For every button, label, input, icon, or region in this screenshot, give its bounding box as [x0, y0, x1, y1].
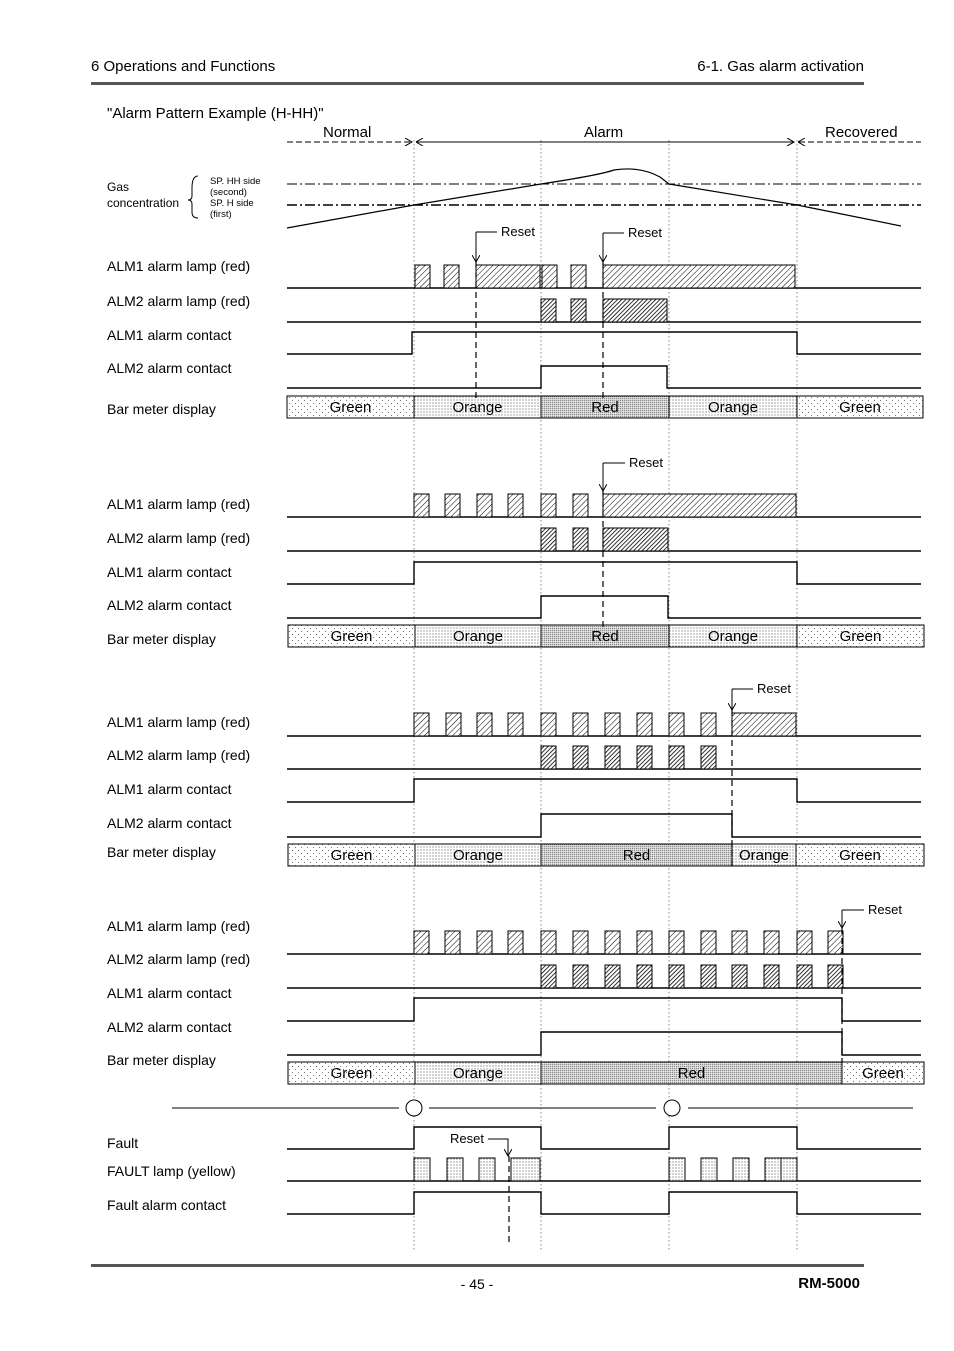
fault-lamp-blink — [447, 1158, 463, 1181]
bar-meter-label-orange: Orange — [452, 399, 503, 416]
fault-lamp-blink — [781, 1158, 797, 1181]
b4-alm1-blink — [797, 931, 812, 954]
gas-label-2: concentration — [107, 196, 180, 210]
b1-alm2-blink — [571, 299, 586, 322]
fault-trace — [287, 1127, 921, 1149]
b3-alm2-blink — [605, 746, 620, 769]
b4-alm1-blink — [701, 931, 716, 954]
b4-alm2-contact-label: ALM2 alarm contact — [107, 1019, 232, 1035]
b4-alm1-blink — [828, 931, 843, 954]
fault-lamp-blink — [669, 1158, 685, 1181]
b1-bar-meter-label: Bar meter display — [107, 401, 216, 417]
b2-alm1-steady — [603, 494, 796, 517]
sp-h-label-2: (first) — [210, 209, 232, 220]
bar-meter-label-red: Red — [622, 847, 651, 864]
b2-alm2-contact-label: ALM2 alarm contact — [107, 597, 232, 613]
b1-alm1-contact-trace — [287, 332, 921, 354]
b4-alm2-blink — [732, 965, 747, 988]
b1-alm2-contact-trace — [287, 366, 921, 388]
bar-meter-label-green: Green — [862, 1065, 904, 1082]
bar-meter-label-red: Red — [591, 399, 619, 416]
bar-meter-label-green: Green — [329, 399, 372, 416]
b1-alm2-steady — [603, 299, 667, 322]
b1-alm2-contact-label: ALM2 alarm contact — [107, 360, 232, 376]
b3-reset: Reset — [757, 681, 791, 696]
b1-alm1-blink — [542, 265, 557, 288]
sp-hh-label-2: (second) — [210, 187, 247, 198]
b2-alm1-blink — [508, 494, 523, 517]
b2-alm2-lamp-label: ALM2 alarm lamp (red) — [107, 530, 251, 546]
fault-lamp-blink — [414, 1158, 430, 1181]
b4-alm2-blink — [764, 965, 779, 988]
gas-concentration-curve — [287, 169, 901, 228]
fault-contact-label: Fault alarm contact — [107, 1197, 227, 1213]
b3-alm2-blink — [541, 746, 556, 769]
bar-meter-label-green: Green — [330, 847, 373, 864]
b3-alm2-lamp-label: ALM2 alarm lamp (red) — [107, 747, 251, 763]
b1-reset-2: Reset — [628, 225, 662, 240]
b3-alm1-blink — [573, 713, 588, 736]
b2-bar-meter-label: Bar meter display — [107, 631, 216, 647]
b3-alm1-blink — [508, 713, 523, 736]
b4-alm2-blink — [797, 965, 812, 988]
b1-alm1-blink — [415, 265, 430, 288]
b4-alm2-lamp-label: ALM2 alarm lamp (red) — [107, 951, 251, 967]
b3-alm1-blink — [414, 713, 429, 736]
b3-alm2-blink — [573, 746, 588, 769]
b4-alm1-lamp-label: ALM1 alarm lamp (red) — [107, 918, 251, 934]
b3-alm1-blink — [605, 713, 620, 736]
b3-alm1-blink — [637, 713, 652, 736]
bar-meter-label-green: Green — [839, 628, 882, 645]
b3-alm1-steady — [732, 713, 796, 736]
fault-reset-label: Reset — [450, 1131, 484, 1146]
b2-alm1-lamp-label: ALM1 alarm lamp (red) — [107, 496, 251, 512]
fault-contact-trace — [287, 1192, 921, 1214]
b3-alm1-blink — [477, 713, 492, 736]
b2-alm1-blink — [445, 494, 460, 517]
b1-alm2-lamp-label: ALM2 alarm lamp (red) — [107, 293, 251, 309]
page-number: - 45 - — [460, 1276, 494, 1292]
b1-alm1-blink — [571, 265, 586, 288]
b3-alm1-blink — [446, 713, 461, 736]
b4-alm1-contact-trace — [287, 998, 921, 1021]
signal-traces — [287, 169, 921, 1214]
bar-meter-label-green: Green — [330, 1065, 373, 1082]
b2-alm2-blink — [541, 528, 556, 551]
bar-meter-label-orange: Orange — [738, 847, 790, 864]
bar-meter-label-orange: Orange — [452, 1065, 504, 1082]
fault-lamp-blink — [765, 1158, 781, 1181]
b2-alm2-blink — [573, 528, 588, 551]
b1-alm1-lamp-label: ALM1 alarm lamp (red) — [107, 258, 251, 274]
b4-alm2-blink — [701, 965, 716, 988]
b3-alm2-contact-trace — [287, 814, 921, 837]
bar-meter-label-red: Red — [591, 628, 619, 645]
fault-lamp-blink — [733, 1158, 749, 1181]
gas-label: Gas — [107, 180, 130, 194]
b4-alm1-blink — [732, 931, 747, 954]
phase-alarm: Alarm — [584, 124, 624, 141]
footer-rule — [91, 1264, 864, 1267]
gas-brace — [188, 176, 198, 218]
header-section-title: 6 Operations and Functions — [91, 58, 276, 75]
b4-alm1-blink — [477, 931, 492, 954]
b3-alm1-lamp-label: ALM1 alarm lamp (red) — [107, 714, 251, 730]
bar-meter-label-green: Green — [839, 847, 881, 864]
fault-reset-arrow — [488, 1139, 508, 1156]
bar-meter-label-orange: Orange — [707, 399, 759, 416]
b3-alm1-contact-trace — [287, 779, 921, 802]
bar-meter-label-red: Red — [677, 1065, 706, 1082]
b4-alm1-blink — [669, 931, 684, 954]
fault-lamp-steady — [511, 1158, 540, 1181]
b1-alm2-blink — [541, 299, 556, 322]
b2-alm1-contact-label: ALM1 alarm contact — [107, 564, 232, 580]
b4-alm1-blink — [605, 931, 620, 954]
b4-alm1-contact-label: ALM1 alarm contact — [107, 985, 232, 1001]
b3-bar-meter-label: Bar meter display — [107, 844, 216, 860]
b4-alm2-blink — [573, 965, 588, 988]
b1-alm1-steady — [476, 265, 540, 288]
b2-alm1-blink — [477, 494, 492, 517]
fault-lamp-blink — [479, 1158, 495, 1181]
b4-alm2-blink — [669, 965, 684, 988]
b3-alm2-blink — [701, 746, 716, 769]
b1-alm1-contact-label: ALM1 alarm contact — [107, 327, 232, 343]
b4-bar-meter-label: Bar meter display — [107, 1052, 216, 1068]
header-subsection-title: 6-1. Gas alarm activation — [697, 58, 864, 75]
fault-lamp-blink — [701, 1158, 717, 1181]
bar-meter-label-orange: Orange — [707, 628, 759, 645]
b3-alm2-blink — [669, 746, 684, 769]
model-name: RM-5000 — [798, 1275, 860, 1292]
b4-alm1-blink — [764, 931, 779, 954]
fault-event-marker — [664, 1100, 680, 1116]
bar-meter-label-orange: Orange — [452, 847, 504, 864]
sp-hh-label: SP. HH side — [210, 176, 261, 187]
b2-alm1-blink — [541, 494, 556, 517]
b4-alm2-blink — [605, 965, 620, 988]
phase-recovered: Recovered — [825, 124, 898, 141]
b4-reset: Reset — [868, 902, 902, 917]
bar-meter-label-orange: Orange — [452, 628, 504, 645]
fault-lamp-label: FAULT lamp (yellow) — [107, 1163, 236, 1179]
b2-reset: Reset — [629, 455, 663, 470]
b4-alm2-blink — [637, 965, 652, 988]
b2-alm1-blink — [414, 494, 429, 517]
b4-alm1-blink — [445, 931, 460, 954]
b3-alm2-blink — [637, 746, 652, 769]
b4-alm2-blink — [828, 965, 843, 988]
b4-alm1-blink — [541, 931, 556, 954]
b3-alm1-contact-label: ALM1 alarm contact — [107, 781, 232, 797]
b1-reset-1: Reset — [501, 224, 535, 239]
b1-alm1-blink — [444, 265, 459, 288]
b3-alm1-blink — [669, 713, 684, 736]
b3-alm2-contact-label: ALM2 alarm contact — [107, 815, 232, 831]
b4-alm1-blink — [573, 931, 588, 954]
b2-alm1-contact-trace — [287, 562, 921, 584]
sp-h-label: SP. H side — [210, 198, 254, 209]
b4-alm1-blink — [508, 931, 523, 954]
b4-alm2-contact-trace — [287, 1032, 921, 1055]
bar-meter-label-green: Green — [330, 628, 373, 645]
page-title: "Alarm Pattern Example (H-HH)" — [107, 105, 324, 122]
b2-alm2-contact-trace — [287, 596, 921, 618]
fault-label: Fault — [107, 1135, 139, 1151]
b4-alm1-blink — [637, 931, 652, 954]
b4-alm1-blink — [414, 931, 429, 954]
phase-normal: Normal — [323, 124, 372, 141]
b2-alm1-blink — [573, 494, 588, 517]
b1-alm1-steady — [603, 265, 795, 288]
b2-alm2-steady — [603, 528, 668, 551]
b4-alm2-blink — [541, 965, 556, 988]
fault-event-marker — [406, 1100, 422, 1116]
b3-alm1-blink — [541, 713, 556, 736]
bar-meter-label-green: Green — [839, 399, 881, 416]
b3-alm1-blink — [701, 713, 716, 736]
